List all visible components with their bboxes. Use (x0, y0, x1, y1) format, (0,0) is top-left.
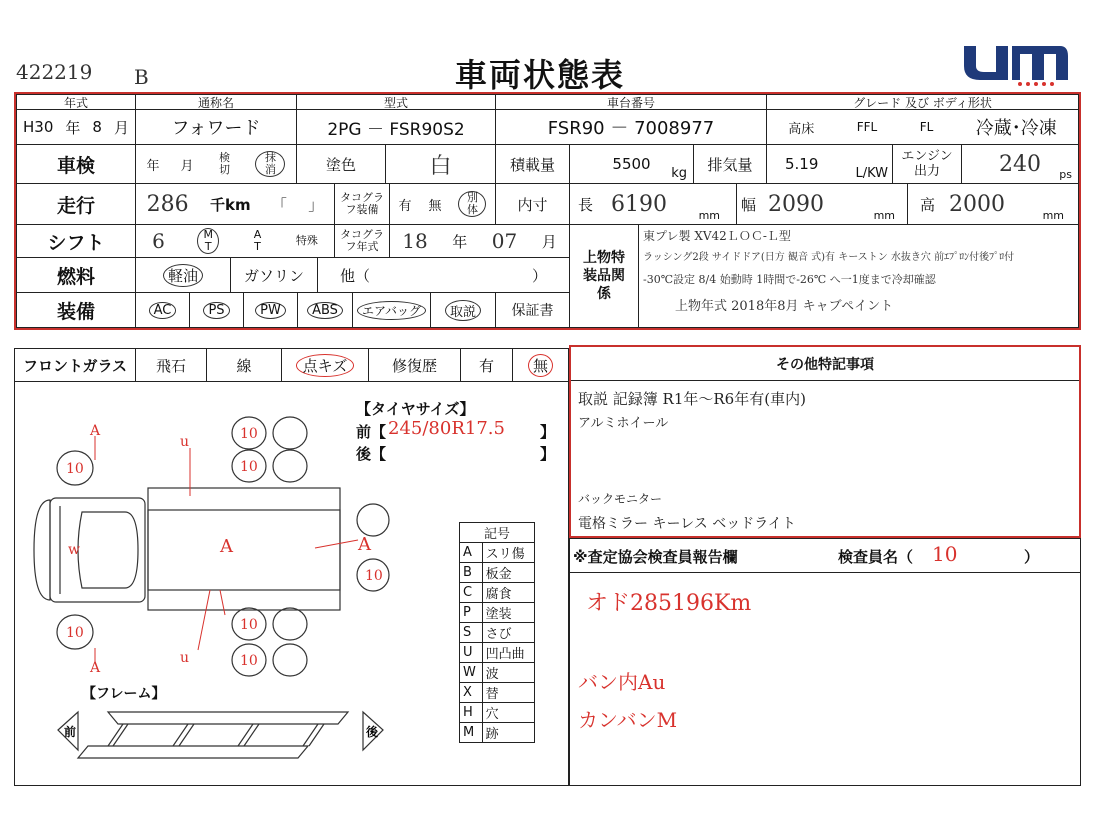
length-cell (569, 183, 737, 225)
body-type: 冷蔵･冷凍 (975, 118, 1057, 139)
width-unit: mm (873, 209, 895, 222)
report-line-3: カンバンM (578, 708, 678, 732)
windshield-tenkizu-cell (281, 348, 369, 382)
legend-meaning: さび (482, 623, 534, 643)
height-unit: mm (1042, 209, 1064, 222)
label-naisun: 内寸 (495, 183, 570, 225)
tacho-year-nen: 年 (452, 232, 468, 251)
width-label: 幅 (741, 195, 757, 214)
legend-row (460, 543, 535, 563)
legend-code: X (460, 683, 483, 703)
gear-count: 6 (152, 229, 165, 253)
year-nen: 年 (65, 118, 81, 137)
vehicle-name: フォワード (135, 109, 297, 145)
year-cell (16, 109, 136, 145)
tire-rear-label: 後【 (356, 445, 387, 463)
legend-code: W (460, 663, 483, 683)
label-mileage: 走行 (16, 183, 136, 225)
legend-code: P (460, 603, 483, 623)
legend-row (460, 663, 535, 683)
fuel-other-close: ） (531, 266, 547, 285)
tire-mark-3: 10 (66, 461, 84, 477)
tire-mark-2: 10 (240, 459, 258, 475)
kosho: 高床 (788, 121, 815, 137)
label-windshield: フロントガラス (14, 348, 136, 382)
legend-meaning: スリ傷 (482, 543, 534, 563)
engine-value: 240 (999, 151, 1041, 177)
legend-code: M (460, 723, 483, 743)
tacho-year-value: 18 (402, 229, 428, 253)
load-cell (569, 144, 694, 184)
label-shaken: 車検 (16, 144, 136, 184)
jobutsu-line-1: 東プレ製 XV42ＬＯＣ-Ｌ型 (643, 229, 791, 243)
front-mark-a-bottom: A (90, 660, 101, 676)
label-load: 積載量 (495, 144, 570, 184)
equip-pw-label: PW (255, 302, 286, 319)
brand-logo (960, 40, 1070, 86)
chassis-number: FSR90 － 7008977 (495, 109, 767, 145)
equip-ps-label: PS (203, 302, 229, 319)
windshield-ari: 有 (460, 348, 513, 382)
other-note-2: アルミホイール (578, 416, 669, 431)
year-value: H30 (23, 118, 54, 136)
windshield-tobi: 飛石 (135, 348, 207, 382)
document-id: 422219 (16, 60, 93, 84)
year-month: 8 (92, 118, 102, 136)
length-unit: mm (698, 209, 720, 222)
tacho-year-cell (389, 224, 570, 258)
tire-mark-6: 10 (66, 625, 84, 641)
tacho-month-tsuki: 月 (541, 232, 557, 251)
body-mark-a: A (220, 536, 233, 557)
equip-airbag (352, 292, 431, 328)
model-code: 2PG － FSR90S2 (296, 109, 496, 145)
symbol-legend (459, 522, 535, 743)
u-mark-bottom: u (180, 650, 190, 666)
equip-manual-label: 取説 (445, 300, 481, 321)
symbol-legend-title: 記号 (460, 523, 535, 543)
jobutsu-line-2: ラッシング2段 サイドドア(日方 観音 式)有 キーストン 水抜き穴 前ｴﾌﾟﾛﾝ付後ﾌﾟﾛ付 (643, 252, 1015, 263)
legend-row (460, 723, 535, 743)
legend-meaning: 波 (482, 663, 534, 683)
truck-diagram (20, 400, 460, 730)
mileage-cell (135, 183, 335, 225)
tire-rear-close: 】 (540, 445, 556, 463)
equip-ps (189, 292, 244, 328)
legend-meaning: 塗装 (482, 603, 534, 623)
report-title: ※査定協会検査員報告欄 (573, 548, 738, 566)
legend-meaning: 板金 (482, 563, 534, 583)
height-value: 2000 (949, 191, 1006, 217)
other-note-4: 電格ミラー キーレス ベッドライト (578, 516, 796, 532)
shift-cell (135, 224, 335, 258)
u-mark-top: u (180, 434, 190, 450)
label-grade: グレード 及び ボディ形状 (766, 94, 1079, 110)
label-fuel: 燃料 (16, 257, 136, 293)
page-title: 車両状態表 (455, 56, 626, 94)
legend-row (460, 683, 535, 703)
other-note-3: バックモニター (578, 492, 663, 506)
label-equipment: 装備 (16, 292, 136, 328)
legend-row (460, 603, 535, 623)
legend-meaning: 穴 (482, 703, 534, 723)
tire-front-value: 245/80R17.5 (388, 418, 505, 439)
report-line-1: オド285196Km (586, 591, 752, 616)
disp-unit: L/KW (855, 166, 888, 181)
legend-code: H (460, 703, 483, 723)
legend-row (460, 703, 535, 723)
equip-warranty: 保証書 (495, 292, 570, 328)
legend-meaning: 跡 (482, 723, 534, 743)
label-nenshiki: 年式 (16, 94, 136, 110)
equip-ac-label: AC (149, 302, 177, 319)
legend-meaning: 替 (482, 683, 534, 703)
legend-row (460, 643, 535, 663)
inspector-close: ） (1024, 548, 1040, 566)
inspector-name: 10 (932, 542, 958, 566)
mileage-value: 286 (146, 191, 189, 217)
label-katashiki: 型式 (296, 94, 496, 110)
shaken-tsuki: 月 (180, 158, 194, 174)
windshield-nashi: 無 (528, 354, 553, 377)
width-cell (736, 183, 908, 225)
tire-mark-5: 10 (240, 653, 258, 669)
jobutsu-notes (638, 224, 1079, 328)
engine-unit: ps (1059, 168, 1072, 181)
label-engine: エンジン出力 (892, 144, 962, 184)
tire-size-label: 【タイヤサイズ】 (356, 400, 475, 418)
other-note-1: 取説 記録簿 R1年〜R6年有(車内) (578, 390, 806, 408)
tacho-ari: 有 (398, 198, 412, 214)
label-tacho: タコグラフ装備 (334, 183, 390, 225)
report-frame (569, 538, 1081, 786)
tacho-betsu: 別体 (458, 191, 486, 217)
load-unit: kg (671, 166, 687, 181)
label-tsusho: 通称名 (135, 94, 297, 110)
legend-row (460, 583, 535, 603)
fl: FL (919, 120, 934, 134)
equip-ac (135, 292, 190, 328)
equip-abs-label: ABS (307, 302, 343, 319)
fuel-other: 他（ (340, 266, 371, 285)
w-mark: w (68, 542, 80, 558)
report-line-2: バン内Au (578, 670, 666, 694)
tire-mark-1: 10 (240, 426, 258, 442)
windshield-tenkizu: 点キズ (296, 354, 355, 377)
shift-special: 特殊 (295, 234, 318, 247)
windshield-nashi-cell (512, 348, 569, 382)
jobutsu-line-3: -30℃設定 8/4 始動時 1時間で-26℃ へ一1度まで冷却確認 (643, 273, 936, 286)
masshou: 抹消 (255, 151, 285, 177)
tire-mark-4: 10 (240, 617, 258, 633)
legend-row (460, 563, 535, 583)
frame-rear: 後 (366, 725, 379, 739)
rear-mark-a: A (358, 534, 371, 555)
label-displacement: 排気量 (693, 144, 767, 184)
legend-row (460, 623, 535, 643)
fuel-other-cell (317, 257, 570, 293)
label-shadai: 車台番号 (495, 94, 767, 110)
fuel-keiyu: 軽油 (163, 264, 203, 287)
height-cell (907, 183, 1079, 225)
windshield-sen: 線 (206, 348, 282, 382)
length-label: 長 (578, 195, 594, 214)
report-divider (570, 572, 1080, 573)
load-value: 5500 (612, 155, 651, 173)
other-notes-title: その他特記事項 (571, 347, 1079, 381)
jobutsu-line-4: 上物年式 2018年8月 キャブペイント (675, 299, 894, 314)
disp-value: 5.19 (785, 155, 819, 173)
tire-front-label: 前【 (356, 423, 387, 441)
frame-diagram (48, 700, 393, 770)
kenkiri: 検切 (218, 151, 230, 176)
mileage-unit: 千km (209, 195, 251, 214)
legend-meaning: 凹凸曲 (482, 643, 534, 663)
legend-code: A (460, 543, 483, 563)
fuel-gasoline: ガソリン (230, 257, 318, 293)
tacho-nashi: 無 (428, 198, 442, 214)
label-shift: シフト (16, 224, 136, 258)
label-tacho-year: タコグラフ年式 (334, 224, 390, 258)
shift-at: A T (253, 228, 262, 253)
quote-open: 「 (271, 195, 287, 214)
grade-letter: B (134, 65, 149, 89)
tire-mark-7: 10 (365, 568, 383, 584)
legend-code: B (460, 563, 483, 583)
width-value: 2090 (768, 191, 825, 217)
legend-code: U (460, 643, 483, 663)
label-paint: 塗色 (296, 144, 386, 184)
windshield-shufuku: 修復歴 (368, 348, 461, 382)
shaken-nen: 年 (146, 158, 160, 174)
disp-cell (766, 144, 893, 184)
paint-value: 白 (385, 144, 496, 184)
equip-abs (297, 292, 353, 328)
label-jobutsu: 上物特装品関係 (569, 224, 639, 328)
legend-code: C (460, 583, 483, 603)
tacho-month-value: 07 (491, 229, 518, 253)
shift-mt: M T (197, 228, 219, 254)
equip-manual (430, 292, 496, 328)
length-value: 6190 (611, 191, 668, 217)
frame-label: 【フレーム】 (82, 686, 166, 702)
equip-pw (243, 292, 298, 328)
quote-close: 」 (308, 195, 324, 214)
fuel-keiyu-cell (135, 257, 231, 293)
engine-cell (961, 144, 1079, 184)
inspector-label: 検査員名（ (838, 548, 914, 566)
tacho-options (389, 183, 496, 225)
legend-code: S (460, 623, 483, 643)
ffl: FFL (856, 120, 878, 134)
frame-front: 前 (64, 725, 77, 739)
legend-meaning: 腐食 (482, 583, 534, 603)
kosho-cell (766, 109, 1079, 145)
equip-airbag-label: エアバッグ (357, 301, 426, 320)
year-tsuki: 月 (113, 118, 129, 137)
height-label: 高 (920, 195, 936, 214)
shaken-date (135, 144, 297, 184)
tire-front-close: 】 (540, 423, 556, 441)
front-mark-a-top: A (90, 423, 101, 439)
